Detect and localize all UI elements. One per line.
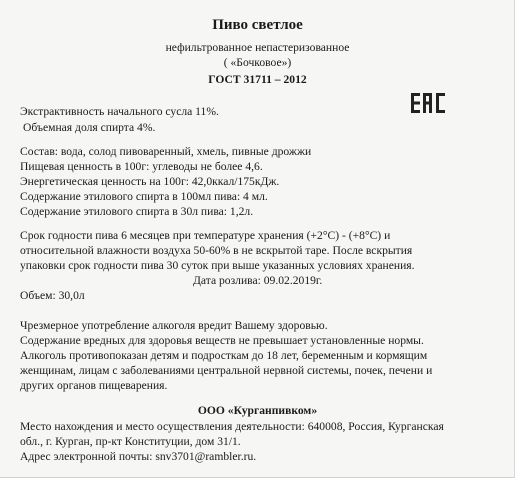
- energy-line: Энергетическая ценность на 100г: 42,0ккал/175кДж.: [20, 175, 280, 188]
- warning-line: других органов пищеварения.: [20, 379, 168, 392]
- volume: Объем: 30,0л: [20, 289, 85, 302]
- ethanol-100ml-line: Содержание этилового спирта в 100мл пива: 4 мл.: [20, 190, 268, 203]
- bottling-date: Дата розлива: 09.02.2019г.: [193, 274, 323, 287]
- extractivity-line: Экстрактивность начального сусла 11%.: [20, 105, 219, 118]
- product-title: Пиво светлое: [212, 17, 303, 33]
- warning-line: Алкоголь противопоказан детям и подросткам до 18 лет, беременным и кормящим: [20, 349, 428, 362]
- gost-standard: ГОСТ 31711 – 2012: [208, 73, 307, 86]
- storage-line: относительной влажности воздуха 50-60% в не вскрытой таре. После вскрытия: [20, 244, 413, 257]
- manufacturer-address-line: обл., г. Курган, пр-кт Конституции, дом 31/1.: [20, 435, 241, 448]
- manufacturer-name: ООО «Курганпивком»: [197, 404, 318, 417]
- manufacturer-address-line: Место нахождения и место осуществления деятельности: 640008, Россия, Курганская: [20, 420, 444, 433]
- storage-line: упаковки срок годности пива 30 суток при выше указанных условиях хранения.: [20, 259, 415, 272]
- warning-line: женщинам, лицам с заболеваниями центральной нервной системы, почек, печени и: [20, 364, 433, 377]
- warning-line: Чрезмерное употребление алкоголя вредит Вашему здоровью.: [20, 319, 328, 332]
- alcohol-volume-line: Объемная доля спирта 4%.: [23, 121, 156, 134]
- nutrition-line: Пищевая ценность в 100г: углеводы не более 4,6.: [20, 160, 263, 173]
- eac-conformity-mark-icon: [411, 93, 445, 113]
- composition-line: Состав: вода, солод пивоваренный, хмель, пивные дрожжи: [20, 145, 312, 158]
- ethanol-30l-line: Содержание этилового спирта в 30л пива: 1,2л.: [20, 205, 254, 218]
- manufacturer-email: Адрес электронной почты: snv3701@rambler.ru.: [20, 450, 257, 463]
- product-variety: ( «Бочковое»): [223, 56, 292, 69]
- storage-line: Срок годности пива 6 месяцев при температуре хранения (+2°С) - (+8°С) и: [20, 229, 391, 242]
- warning-line: Содержание вредных для здоровья веществ не превышает установленные нормы.: [20, 334, 424, 347]
- product-subtitle: нефильтрованное непастеризованное: [165, 41, 350, 54]
